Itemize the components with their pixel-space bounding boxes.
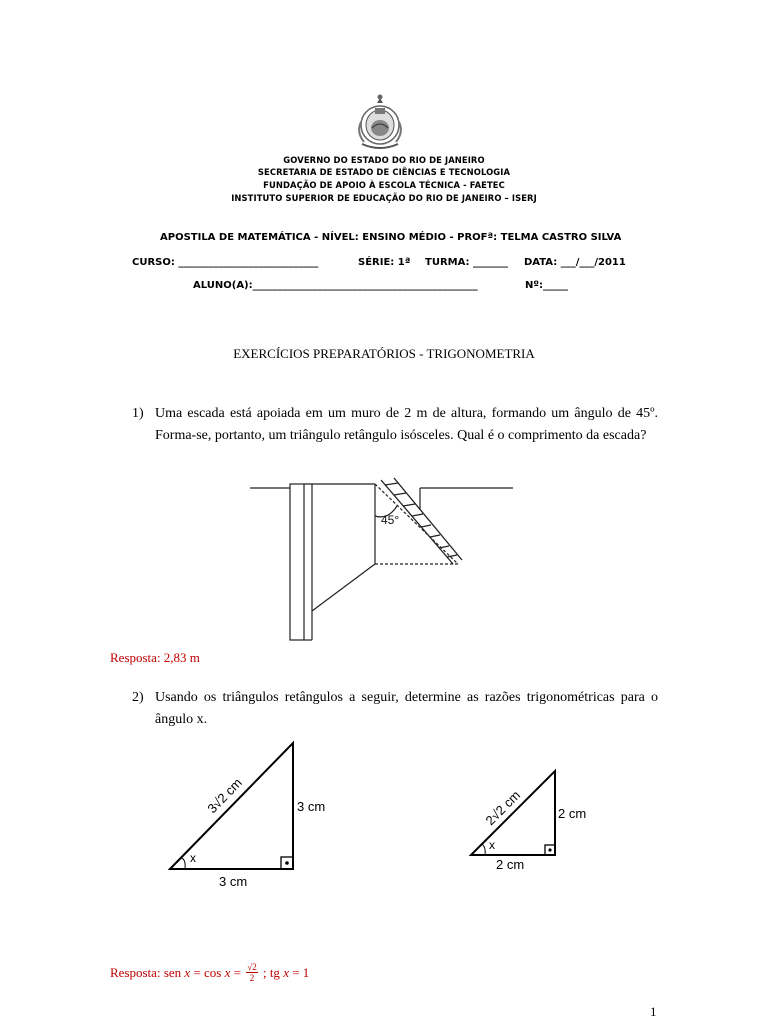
question-1-text: Uma escada está apoiada em um muro de 2 m de altura, formando um ângulo de 45º. Forma-se, portanto, um triângulo retângulo isósceles. Qual é o comprimento da escada? [155, 406, 658, 443]
triangle-2-vertical-leg: 2 cm [558, 806, 587, 821]
question-1-answer: Resposta: 2,83 m [110, 650, 200, 665]
triangle-1-hypotenuse: 3√2 cm [204, 775, 245, 817]
turma-field: TURMA: _______ [425, 257, 508, 268]
triangle-1-angle-x: x [190, 851, 196, 865]
right-triangle-1-figure [165, 738, 365, 890]
page-title: EXERCÍCIOS PREPARATÓRIOS - TRIGONOMETRIA [233, 346, 535, 361]
answer-2-fraction-numerator: √2 [247, 962, 257, 972]
triangle-2-horizontal-leg: 2 cm [496, 857, 525, 872]
triangle-2-angle-x: x [489, 838, 495, 852]
triangle-2-hypotenuse: 2√2 cm [482, 787, 524, 829]
answer-2-eq2: = [230, 964, 245, 980]
question-2-answer [110, 962, 309, 983]
header-line-iserj: INSTITUTO SUPERIOR DE EDUCAÇÃO DO RIO DE JANEIRO – ISERJ [231, 193, 537, 203]
answer-2-x1: x [184, 964, 191, 980]
answer-2-x3: x [283, 964, 289, 980]
answer-2-eq1: = [190, 964, 205, 980]
data-field: DATA: ___/___/2011 [524, 257, 626, 268]
right-triangle-2-figure [466, 766, 596, 876]
page-number: 1 [650, 1004, 657, 1019]
state-coat-of-arms-logo [350, 92, 410, 152]
aluno-field: ALUNO(A):_____________________________________________ [193, 280, 478, 291]
header-line-faetec: FUNDAÇÃO DE APOIO À ESCOLA TÉCNICA - FAETEC [263, 180, 505, 190]
answer-2-fraction [246, 962, 257, 983]
answer-2-eq3: = 1 [288, 964, 310, 980]
ladder-angle-label: 45° [381, 513, 400, 527]
answer-2-tg: ; tg [259, 964, 280, 980]
answer-2-prefix: Resposta: [110, 964, 164, 980]
curso-field: CURSO: ____________________________ [132, 257, 319, 268]
ladder-wall-figure [248, 476, 518, 642]
triangle-1-horizontal-leg: 3 cm [219, 874, 248, 889]
triangle-1-vertical-leg: 3 cm [297, 799, 326, 814]
answer-2-cos: cos [204, 964, 222, 980]
header-line-secretaria: SECRETARIA DE ESTADO DE CIÊNCIAS E TECNOLOGIA [257, 167, 511, 177]
question-2-number: 2) [132, 690, 144, 705]
numero-field: Nº:_____ [525, 280, 569, 291]
apostila-heading: APOSTILA DE MATEMÁTICA - NÍVEL: ENSINO MÉDIO - PROFª: TELMA CASTRO SILVA [160, 232, 622, 243]
answer-2-sen: sen [163, 964, 182, 980]
header-line-governo: GOVERNO DO ESTADO DO RIO DE JANEIRO [283, 155, 485, 165]
serie-field: SÉRIE: 1ª [358, 257, 411, 268]
question-1-number: 1) [132, 406, 144, 421]
question-2-text: Usando os triângulos retângulos a seguir, determine as razões trigonométricas para o ângulo x. [155, 690, 658, 727]
answer-2-x2: x [224, 964, 231, 980]
answer-2-fraction-denominator: 2 [249, 973, 255, 983]
